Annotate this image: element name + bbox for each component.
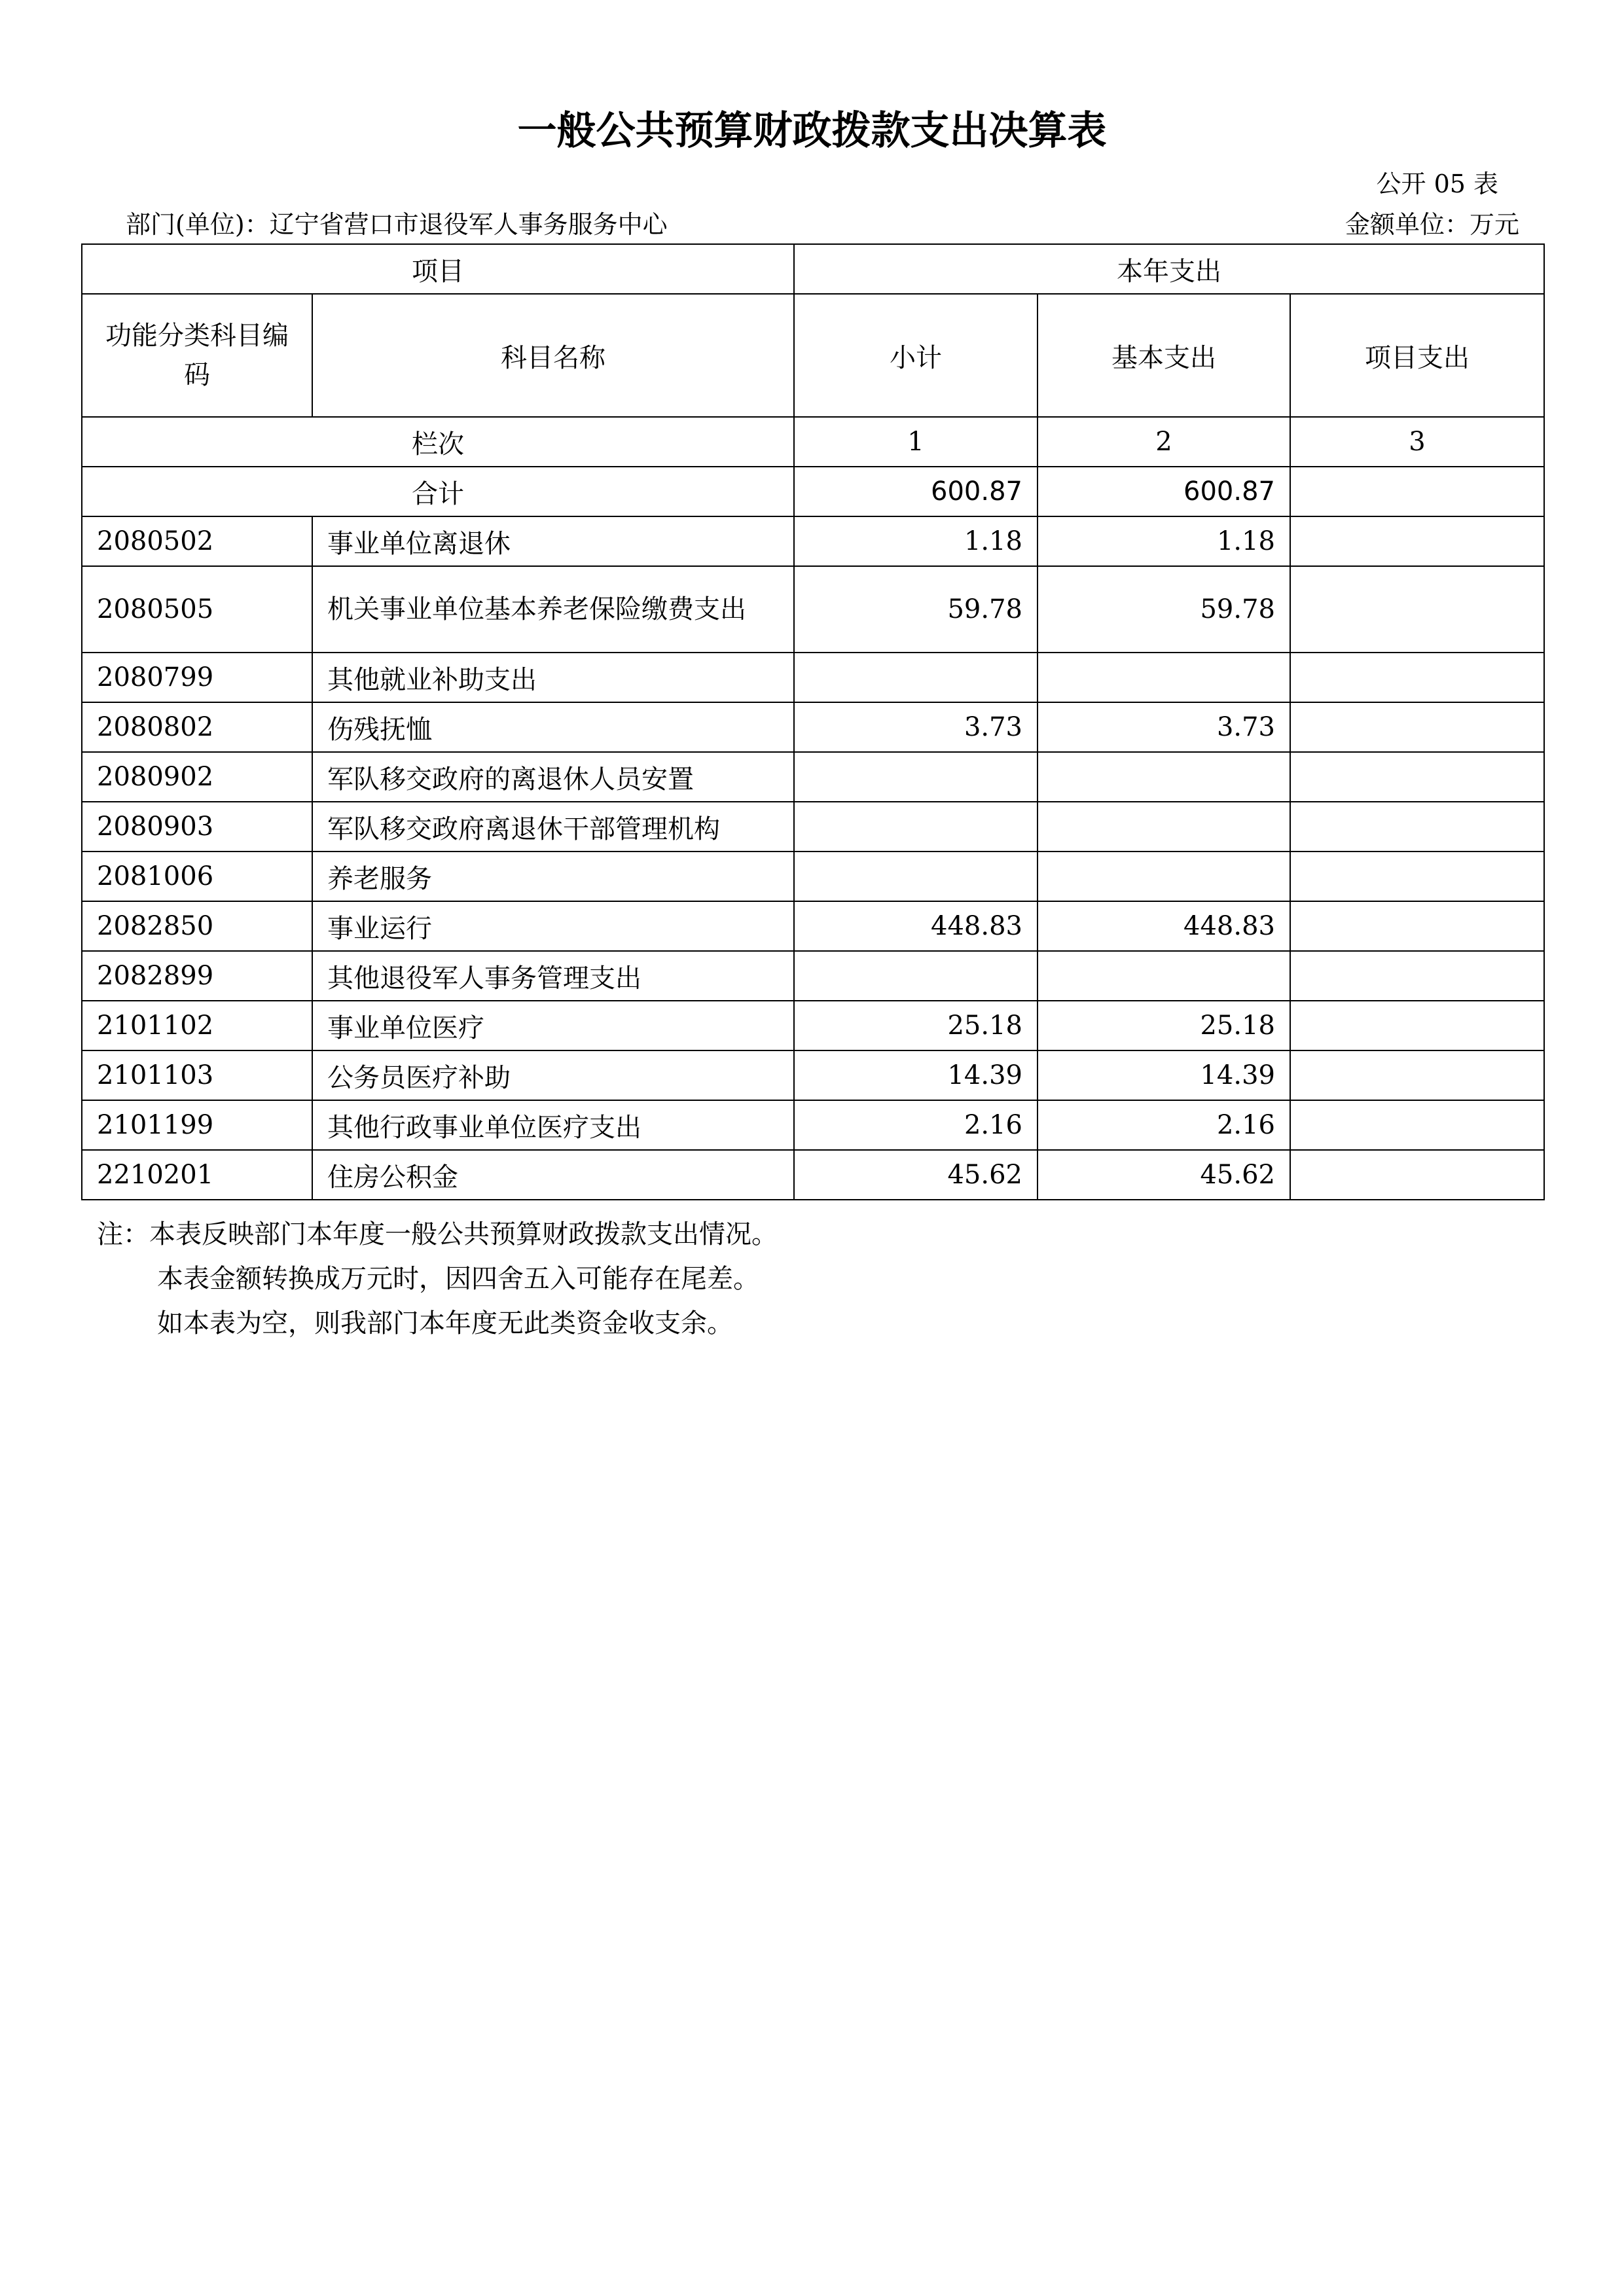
table-row xyxy=(82,802,1544,852)
row-project xyxy=(1290,951,1544,1001)
row-name: 事业单位离退休 xyxy=(312,516,794,566)
header-basic: 基本支出 xyxy=(1038,294,1290,417)
row-name: 事业单位医疗 xyxy=(312,1001,794,1050)
row-project xyxy=(1290,1150,1544,1200)
row-basic xyxy=(1038,752,1290,802)
header-item: 项目 xyxy=(82,244,794,294)
row-subtotal xyxy=(794,653,1038,702)
row-name: 军队移交政府的离退休人员安置 xyxy=(312,752,794,802)
row-code: 2080802 xyxy=(82,702,312,752)
table-row xyxy=(82,951,1544,1001)
header-current-year: 本年支出 xyxy=(794,244,1544,294)
row-basic: 3.73 xyxy=(1038,702,1290,752)
table-row xyxy=(82,752,1544,802)
row-code: 2080902 xyxy=(82,752,312,802)
row-project xyxy=(1290,1050,1544,1100)
index-col-1: 1 xyxy=(794,417,1038,467)
row-basic: 14.39 xyxy=(1038,1050,1290,1100)
note-line: 本表金额转换成万元时，因四舍五入可能存在尾差。 xyxy=(157,1264,759,1294)
index-row xyxy=(82,417,1544,467)
total-row xyxy=(82,467,1544,516)
table-row xyxy=(82,702,1544,752)
row-basic: 448.83 xyxy=(1038,901,1290,951)
table-row xyxy=(82,653,1544,702)
row-basic: 1.18 xyxy=(1038,516,1290,566)
row-project xyxy=(1290,802,1544,852)
row-name: 住房公积金 xyxy=(312,1150,794,1200)
index-col-3: 3 xyxy=(1290,417,1544,467)
row-basic xyxy=(1038,653,1290,702)
row-name: 事业运行 xyxy=(312,901,794,951)
row-basic: 59.78 xyxy=(1038,566,1290,653)
row-subtotal xyxy=(794,752,1038,802)
row-code: 2080502 xyxy=(82,516,312,566)
row-name: 养老服务 xyxy=(312,852,794,901)
row-subtotal: 14.39 xyxy=(794,1050,1038,1100)
row-project xyxy=(1290,752,1544,802)
row-subtotal: 59.78 xyxy=(794,566,1038,653)
row-basic: 25.18 xyxy=(1038,1001,1290,1050)
table-row xyxy=(82,1050,1544,1100)
header-code: 功能分类科目编码 xyxy=(82,294,312,417)
total-label: 合计 xyxy=(82,467,794,516)
row-project xyxy=(1290,852,1544,901)
row-project xyxy=(1290,653,1544,702)
row-name: 其他行政事业单位医疗支出 xyxy=(312,1100,794,1150)
row-code: 2082899 xyxy=(82,951,312,1001)
row-project xyxy=(1290,702,1544,752)
total-project xyxy=(1290,467,1544,516)
row-subtotal xyxy=(794,802,1038,852)
row-project xyxy=(1290,901,1544,951)
table-number: 公开 05 表 xyxy=(1376,170,1498,198)
expenditure-table xyxy=(81,243,1545,1200)
row-project xyxy=(1290,1001,1544,1050)
table-row xyxy=(82,852,1544,901)
row-subtotal xyxy=(794,852,1038,901)
row-subtotal: 448.83 xyxy=(794,901,1038,951)
row-basic xyxy=(1038,802,1290,852)
row-name: 公务员医疗补助 xyxy=(312,1050,794,1100)
header-subtotal: 小计 xyxy=(794,294,1038,417)
table-row xyxy=(82,516,1544,566)
department-label: 部门(单位)：辽宁省营口市退役军人事务服务中心 xyxy=(126,210,668,239)
row-subtotal: 25.18 xyxy=(794,1001,1038,1050)
total-subtotal: 600.87 xyxy=(794,467,1038,516)
note-line: 注：本表反映部门本年度一般公共预算财政拨款支出情况。 xyxy=(97,1219,778,1249)
row-code: 2080505 xyxy=(82,566,312,653)
table-row xyxy=(82,1100,1544,1150)
header-row-columns xyxy=(82,294,1544,417)
row-subtotal xyxy=(794,951,1038,1001)
row-code: 2101102 xyxy=(82,1001,312,1050)
amount-unit-label: 金额单位：万元 xyxy=(1344,210,1519,239)
total-basic: 600.87 xyxy=(1038,467,1290,516)
row-name: 其他退役军人事务管理支出 xyxy=(312,951,794,1001)
row-code: 2101199 xyxy=(82,1100,312,1150)
index-col-2: 2 xyxy=(1038,417,1290,467)
row-code: 2210201 xyxy=(82,1150,312,1200)
index-label: 栏次 xyxy=(82,417,794,467)
row-code: 2101103 xyxy=(82,1050,312,1100)
row-code: 2080799 xyxy=(82,653,312,702)
table-row xyxy=(82,1150,1544,1200)
row-code: 2080903 xyxy=(82,802,312,852)
note-line: 如本表为空，则我部门本年度无此类资金收支余。 xyxy=(157,1308,733,1338)
row-subtotal: 45.62 xyxy=(794,1150,1038,1200)
row-project xyxy=(1290,1100,1544,1150)
header-name: 科目名称 xyxy=(312,294,794,417)
header-row-top xyxy=(82,244,1544,294)
table-row xyxy=(82,1001,1544,1050)
row-subtotal: 1.18 xyxy=(794,516,1038,566)
page-title: 一般公共预算财政拨款支出决算表 xyxy=(517,108,1107,154)
row-subtotal: 3.73 xyxy=(794,702,1038,752)
row-basic: 2.16 xyxy=(1038,1100,1290,1150)
row-basic xyxy=(1038,852,1290,901)
row-project xyxy=(1290,566,1544,653)
row-name: 军队移交政府离退休干部管理机构 xyxy=(312,802,794,852)
row-basic xyxy=(1038,951,1290,1001)
table-row xyxy=(82,566,1544,653)
row-project xyxy=(1290,516,1544,566)
data-rows xyxy=(82,516,1544,1200)
row-code: 2082850 xyxy=(82,901,312,951)
row-code: 2081006 xyxy=(82,852,312,901)
row-name: 其他就业补助支出 xyxy=(312,653,794,702)
table-row xyxy=(82,901,1544,951)
row-name: 伤残抚恤 xyxy=(312,702,794,752)
row-subtotal: 2.16 xyxy=(794,1100,1038,1150)
row-name: 机关事业单位基本养老保险缴费支出 xyxy=(312,566,794,653)
header-project: 项目支出 xyxy=(1290,294,1544,417)
notes xyxy=(97,1212,778,1346)
row-basic: 45.62 xyxy=(1038,1150,1290,1200)
